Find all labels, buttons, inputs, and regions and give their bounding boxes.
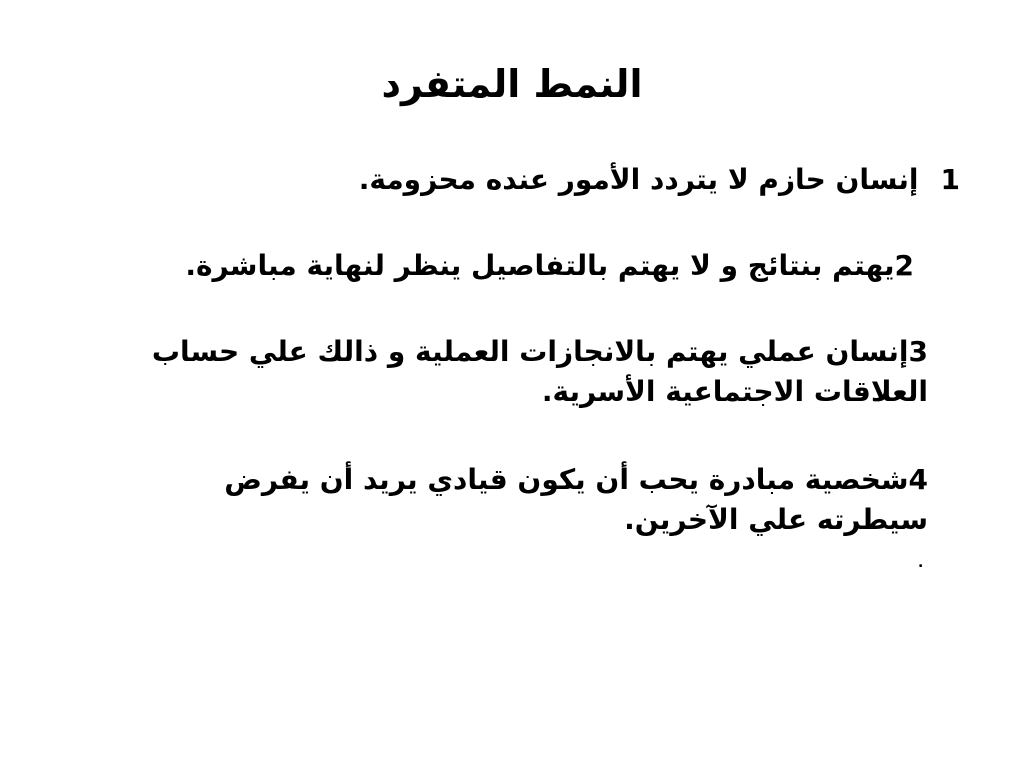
slide-title: النمط المتفرد (381, 62, 643, 106)
item-text: إنسان عملي يهتم بالانجازات العملية و ذالك علي حساب العلاقات الاجتماعية الأسرية. (151, 335, 928, 408)
item-text: إنسان حازم لا يتردد الأمور عنده محزومة. (358, 163, 919, 196)
list-item-1 (60, 160, 960, 200)
item-number: 4 (908, 463, 928, 496)
trailing-mark: . (918, 555, 924, 571)
list-item-4 (108, 460, 928, 540)
item-number: 1 (940, 163, 960, 196)
list-item-3 (68, 332, 928, 412)
item-number: 2 (894, 249, 914, 282)
item-text: شخصية مبادرة يحب أن يكون قيادي يريد أن يفرض سيطرته علي الآخرين. (224, 463, 928, 536)
list-item-2 (54, 246, 914, 286)
item-number: 3 (908, 335, 928, 368)
item-text: يهتم بنتائج و لا يهتم بالتفاصيل ينظر لنهاية مباشرة. (185, 249, 895, 282)
